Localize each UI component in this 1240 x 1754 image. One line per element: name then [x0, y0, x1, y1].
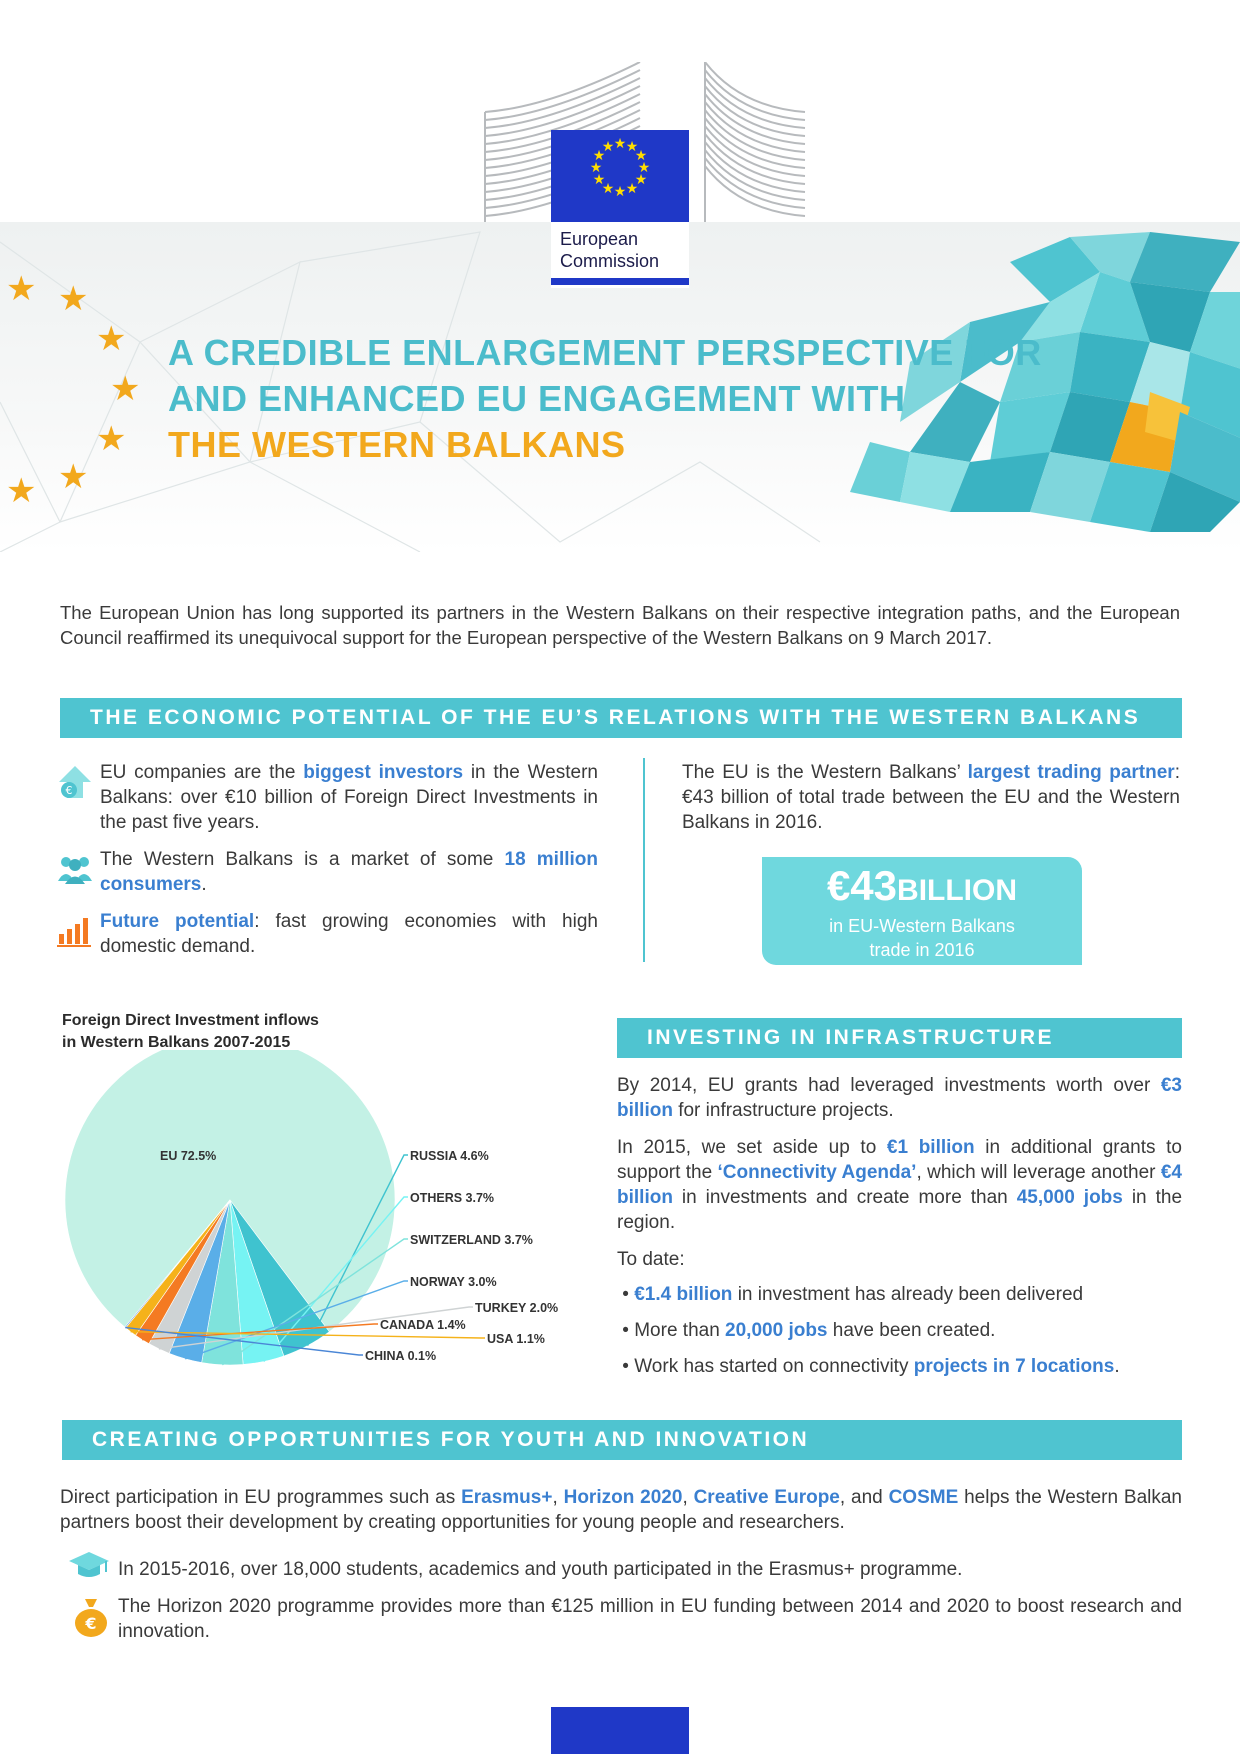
- text: in investment has already been delivered: [732, 1284, 1084, 1305]
- intro-paragraph: The European Union has long supported its partners in the Western Balkans on their respective integration paths, and the European Council reaffirmed its unequivocal support for the European perspective of the Western Balkans on 9 March 2017.: [60, 602, 1180, 648]
- svg-text:★: ★: [592, 172, 606, 188]
- text: More than: [634, 1320, 726, 1341]
- text: .: [1114, 1356, 1120, 1377]
- pie-label: EU 72.5%: [160, 1149, 217, 1163]
- pie-label: CANADA 1.4%: [380, 1318, 466, 1332]
- svg-text:★: ★: [613, 184, 627, 200]
- highlight-3-billion: €3 billion: [617, 1075, 1182, 1121]
- infra-paragraph-2: [617, 1135, 1182, 1235]
- highlight-45000-jobs: 45,000 jobs: [1016, 1187, 1123, 1208]
- title-line-2: AND ENHANCED EU ENGAGEMENT WITH: [168, 378, 906, 419]
- investors-paragraph: [100, 760, 598, 835]
- fdi-pie-chart: [60, 1050, 600, 1380]
- title-line-3: THE WESTERN BALKANS: [168, 424, 626, 465]
- list-item: • Work has started on connectivity projects in 7 locations.: [617, 1356, 1120, 1377]
- money-bag-icon: [74, 1597, 108, 1637]
- pie-label: RUSSIA 4.6%: [410, 1149, 489, 1163]
- text: : fast growing economies with high domestic demand.: [100, 911, 598, 957]
- text: in investments and create more than: [672, 1187, 1017, 1208]
- economic-left-column: [100, 760, 598, 971]
- text: Direct participation in EU programmes such as: [60, 1487, 462, 1508]
- trading-partner-paragraph: [682, 760, 1180, 835]
- text: in additional grants to support the: [617, 1137, 1182, 1183]
- highlight-horizon-2020: Horizon 2020: [563, 1487, 683, 1508]
- svg-text:★: ★: [613, 136, 627, 152]
- infra-bullet-list: [617, 1282, 1182, 1379]
- highlight-20000-jobs: 20,000 jobs: [725, 1320, 828, 1341]
- consumers-people-icon: [57, 851, 93, 887]
- text: for infrastructure projects.: [672, 1100, 894, 1121]
- text: The EU is the Western Balkans’: [682, 762, 968, 783]
- star-icon: ★: [58, 280, 89, 318]
- star-icon: ★: [110, 370, 141, 408]
- list-item: • €1.4 billion in investment has already been delivered: [617, 1284, 1084, 1305]
- star-icon: ★: [6, 270, 37, 308]
- svg-text:★: ★: [625, 139, 639, 155]
- horizon-item: The Horizon 2020 programme provides more than €125 million in EU funding between 2014 and 2020 to boost research and innovation.: [118, 1596, 1182, 1642]
- pie-label: TURKEY 2.0%: [475, 1301, 559, 1315]
- svg-text:★: ★: [625, 181, 639, 197]
- star-icon: ★: [96, 320, 127, 358]
- text: , and: [839, 1487, 889, 1508]
- star-icon: ★: [96, 420, 127, 458]
- consumers-paragraph: [100, 847, 598, 897]
- highlight-erasmus: Erasmus+: [461, 1487, 553, 1508]
- pie-label: NORWAY 3.0%: [410, 1275, 497, 1289]
- to-date-label: To date:: [617, 1249, 685, 1270]
- text: In 2015, we set aside up to: [617, 1137, 887, 1158]
- infra-paragraph-1: [617, 1073, 1182, 1123]
- list-item: • More than 20,000 jobs have been created.: [617, 1320, 996, 1341]
- pie-label: CHINA 0.1%: [365, 1349, 437, 1363]
- highlight-consumers: 18 million consumers: [100, 849, 598, 895]
- growth-bars-icon: [57, 912, 93, 948]
- callout-line-1: in EU-Western Balkans: [829, 916, 1015, 936]
- column-divider: [643, 758, 645, 962]
- future-paragraph: [100, 909, 598, 959]
- svg-text:★: ★: [601, 139, 615, 155]
- highlight-1-4-billion: €1.4 billion: [634, 1284, 733, 1305]
- highlight-cosme: COSME: [888, 1487, 959, 1508]
- highlight-4-billion: €4 billion: [617, 1162, 1182, 1208]
- graduation-cap-icon: [68, 1550, 110, 1580]
- highlight-7-locations: projects in 7 locations: [913, 1356, 1115, 1377]
- logo-underline: [551, 278, 689, 285]
- text: .: [201, 874, 207, 895]
- text: have been created.: [827, 1320, 996, 1341]
- text: helps the Western Balkan partners boost their development by creating opportunities for young people and researchers.: [60, 1487, 1182, 1533]
- svg-text:★: ★: [592, 148, 606, 164]
- highlight-biggest-investors: biggest investors: [303, 762, 464, 783]
- svg-text:★: ★: [601, 181, 615, 197]
- text: in the region.: [617, 1187, 1183, 1233]
- text: ,: [552, 1487, 564, 1508]
- callout-number: €43: [826, 862, 898, 909]
- infrastructure-text: [617, 1073, 1182, 1390]
- highlight-1-billion: €1 billion: [886, 1137, 975, 1158]
- title-line-1: A CREDIBLE ENLARGEMENT PERSPECTIVE FOR: [168, 332, 1042, 373]
- highlight-future-potential: Future potential: [100, 911, 255, 932]
- logo-text: [560, 228, 659, 272]
- callout-line-2: trade in 2016: [869, 940, 975, 960]
- pie-label: OTHERS 3.7%: [410, 1191, 495, 1205]
- svg-text:★: ★: [589, 160, 603, 176]
- chart-title-line-2: in Western Balkans 2007-2015: [62, 1034, 291, 1051]
- svg-text:€: €: [65, 784, 73, 797]
- section-heading-economic: THE ECONOMIC POTENTIAL OF THE EU’S RELATIONS WITH THE WESTERN BALKANS: [60, 698, 1182, 738]
- svg-text:€: €: [85, 1614, 97, 1633]
- pie-label: USA 1.1%: [487, 1332, 545, 1346]
- callout-value: [762, 863, 1082, 914]
- highlight-connectivity-agenda: ‘Connectivity Agenda’: [717, 1162, 917, 1183]
- section-heading-infrastructure: INVESTING IN INFRASTRUCTURE: [617, 1018, 1182, 1058]
- svg-text:★: ★: [634, 148, 648, 164]
- text: ,: [682, 1487, 694, 1508]
- trade-callout: [762, 857, 1082, 965]
- logo-line-1: European: [560, 229, 639, 249]
- svg-text:★: ★: [637, 160, 651, 176]
- star-icon: ★: [58, 458, 89, 496]
- text: Work has started on connectivity: [634, 1356, 914, 1377]
- highlight-trading-partner: largest trading partner: [967, 762, 1175, 783]
- highlight-creative-europe: Creative Europe: [693, 1487, 840, 1508]
- text: in the Western Balkans: over €10 billion of Foreign Direct Investments in the past five years.: [100, 762, 598, 833]
- logo-line-2: Commission: [560, 251, 660, 271]
- callout-unit: BILLION: [897, 874, 1018, 907]
- erasmus-item: In 2015-2016, over 18,000 students, academics and youth participated in the Erasmus+ programme.: [118, 1559, 963, 1580]
- youth-paragraph: [60, 1485, 1182, 1535]
- svg-text:★: ★: [634, 172, 648, 188]
- text: EU companies are the: [100, 762, 304, 783]
- star-icon: ★: [6, 472, 37, 510]
- text: The Western Balkans is a market of some: [100, 849, 505, 870]
- footer-bar: [551, 1707, 689, 1754]
- pie-label: SWITZERLAND 3.7%: [410, 1233, 533, 1247]
- investment-arrow-icon: [57, 764, 93, 800]
- chart-title-line-1: Foreign Direct Investment inflows: [62, 1012, 319, 1029]
- text: By 2014, EU grants had leveraged investments worth over: [617, 1075, 1161, 1096]
- page-title: [168, 330, 1042, 468]
- text: , which will leverage another: [916, 1162, 1161, 1183]
- chart-title: [62, 1010, 319, 1054]
- text: : €43 billion of total trade between the EU and the Western Balkans in 2016.: [682, 762, 1180, 833]
- section-heading-youth: CREATING OPPORTUNITIES FOR YOUTH AND INNOVATION: [62, 1420, 1182, 1460]
